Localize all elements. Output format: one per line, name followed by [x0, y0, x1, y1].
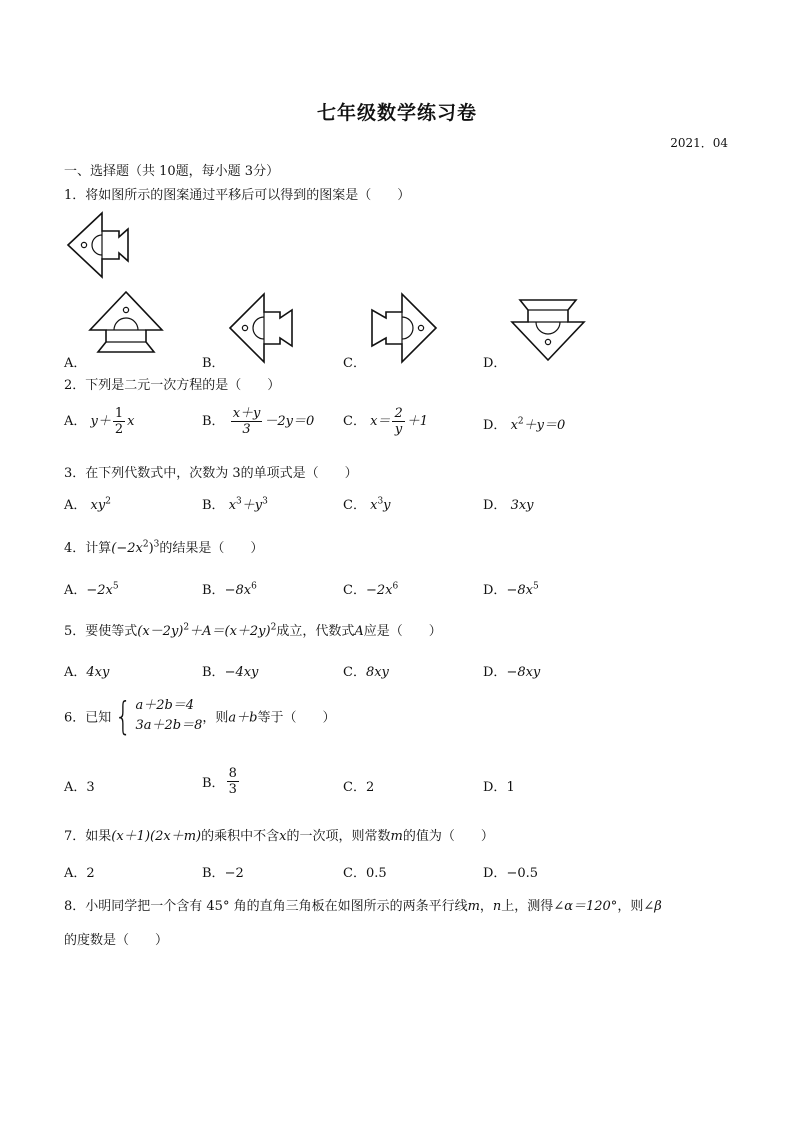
- question-8-line2: 的度数是（ ）: [64, 933, 169, 948]
- q2-c-den: y: [394, 422, 403, 437]
- q4-expr: (−2x: [111, 541, 143, 556]
- q5-pre: 5．要使等式: [64, 624, 138, 639]
- q5-c-val: 8xy: [365, 665, 389, 680]
- question-4: [64, 537, 263, 556]
- q6-pre: 6．已知: [64, 710, 112, 726]
- q5-d-val: −8xy: [506, 665, 541, 680]
- q2-option-d[interactable]: [483, 414, 565, 433]
- q3-option-d-label: D．: [483, 498, 507, 513]
- q4-b-exp: 6: [251, 581, 257, 592]
- q7-mid: 的乘积中不含: [201, 829, 280, 844]
- q2-option-d-label: D．: [483, 418, 507, 433]
- q4-option-b[interactable]: [202, 579, 257, 598]
- q5-var: A: [354, 624, 364, 639]
- q6-option-b[interactable]: [202, 766, 241, 797]
- q3-a-exp: 2: [105, 496, 111, 507]
- q7-option-a[interactable]: [64, 862, 95, 881]
- q6-d-val: 1: [506, 780, 515, 795]
- q4-inner-exp: 2: [142, 539, 149, 550]
- q6-option-a-label: A．: [64, 780, 87, 795]
- q6-system: [135, 696, 202, 736]
- fish-option-d: [510, 288, 590, 362]
- q7-option-d-label: D．: [483, 866, 507, 881]
- q7-d-val: −0.5: [506, 866, 539, 881]
- q1-option-b-label[interactable]: B．: [202, 356, 225, 371]
- q2-option-b-label: B．: [202, 414, 225, 429]
- fish-option-c: [368, 290, 438, 366]
- q2-b-den: 3: [242, 422, 251, 437]
- q3-a-base: xy: [90, 498, 106, 513]
- q3-b-x-exp: 3: [236, 496, 242, 507]
- q2-b-rhs: －2y＝0: [264, 414, 315, 429]
- q7-mid2: 的一次项，则常数: [286, 829, 391, 844]
- question-2: 2．下列是二元一次方程的是（ ）: [64, 378, 281, 393]
- q5-option-d[interactable]: [483, 661, 540, 680]
- q1-option-c-label[interactable]: C．: [343, 356, 366, 371]
- q5-post2: 应是（ ）: [363, 624, 442, 639]
- q8-line-m: m: [467, 899, 480, 914]
- question-7: [64, 825, 494, 844]
- q5-a-val: 4xy: [86, 665, 110, 680]
- q7-option-d[interactable]: [483, 862, 538, 881]
- q2-c-rhs: ＋1: [406, 414, 428, 429]
- q6-a-val: 3: [86, 780, 95, 795]
- q5-post1: 成立，代数式: [276, 624, 355, 639]
- q6-eq1: a＋2b＝4: [135, 698, 195, 713]
- q2-a-den: 2: [114, 422, 124, 437]
- q3-option-b-label: B．: [202, 498, 225, 513]
- q4-option-b-label: B．: [202, 583, 225, 598]
- q5-lhs-exp: 2: [183, 622, 190, 633]
- section-header: 一、选择题（共 10题，每小题 3分）: [64, 164, 280, 179]
- q2-option-c-label: C．: [343, 414, 366, 429]
- q8-alpha: ∠α＝120°: [553, 899, 618, 914]
- q5-option-c-label: C．: [343, 665, 366, 680]
- q6-b-num: 8: [228, 766, 237, 781]
- q1-option-d-label[interactable]: D．: [483, 356, 507, 371]
- question-1: 1．将如图所示的图案通过平移后可以得到的图案是（ ）: [64, 188, 411, 203]
- q6-b-fraction: [227, 766, 239, 797]
- q3-option-d[interactable]: [483, 494, 534, 513]
- q4-close: ): [148, 541, 154, 556]
- q8-mid: 上，测得: [501, 899, 554, 914]
- q8-beta: ∠β: [643, 899, 662, 914]
- q6-option-a[interactable]: [64, 776, 95, 795]
- q2-c-lhs: x＝: [370, 414, 391, 429]
- q2-b-num: x＋y: [232, 406, 261, 421]
- q4-post: 的结果是（ ）: [159, 541, 264, 556]
- q2-d-base: x: [510, 418, 518, 433]
- q3-c-x: x: [370, 498, 378, 513]
- q5-b-val: −4xy: [224, 665, 259, 680]
- q4-option-c-label: C．: [343, 583, 366, 598]
- q7-var1: x: [279, 829, 287, 844]
- q3-option-b[interactable]: [202, 494, 268, 513]
- q7-post: 的值为（ ）: [402, 829, 494, 844]
- q4-pre: 4．计算: [64, 541, 112, 556]
- q7-option-c[interactable]: [343, 862, 387, 881]
- q4-outer-exp: 3: [153, 539, 160, 550]
- q5-option-c[interactable]: [343, 661, 389, 680]
- q2-option-a-label: A．: [64, 414, 87, 429]
- q2-option-c[interactable]: [343, 406, 428, 437]
- q6-c-val: 2: [365, 780, 375, 795]
- q7-var2: m: [390, 829, 403, 844]
- exam-date: 2021．04: [670, 136, 728, 150]
- page-title: 七年级数学练习卷: [316, 102, 477, 124]
- q6-option-d-label: D．: [483, 780, 507, 795]
- q5-option-b-label: B．: [202, 665, 225, 680]
- q7-option-c-label: C．: [343, 866, 366, 881]
- q2-d-rest: ＋y＝0: [523, 418, 566, 433]
- fish-figure-original: [66, 207, 136, 281]
- q5-option-b[interactable]: [202, 661, 258, 680]
- q2-d-exp: 2: [517, 416, 524, 427]
- question-5: [64, 620, 442, 639]
- q3-c-exp: 3: [377, 496, 384, 507]
- q4-option-d[interactable]: [483, 579, 539, 598]
- q6-eq2: 3a＋2b＝8: [135, 718, 203, 733]
- q4-a-val: −2x: [86, 583, 113, 598]
- q7-option-a-label: A．: [64, 866, 87, 881]
- q6-option-c[interactable]: [343, 776, 374, 795]
- q7-pre: 7．如果: [64, 829, 112, 844]
- question-3: 3．在下列代数式中，次数为 3的单项式是（ ）: [64, 466, 358, 481]
- q3-b-x: x: [228, 498, 237, 513]
- q4-c-val: −2x: [365, 583, 393, 598]
- q2-c-num: 2: [394, 406, 403, 421]
- q3-option-c-label: C．: [343, 498, 366, 513]
- q1-option-a-label[interactable]: A．: [64, 356, 87, 371]
- q7-option-b[interactable]: [202, 862, 244, 881]
- q4-option-c[interactable]: [343, 579, 398, 598]
- q3-b-plus: ＋y: [241, 498, 263, 513]
- left-brace-icon: {: [114, 694, 132, 738]
- q6-post1: ，则: [202, 710, 229, 726]
- q5-mid: ＋A＝(x＋2y): [189, 624, 271, 639]
- q3-b-y-exp: 3: [262, 496, 268, 507]
- q8-pre: 8．小明同学把一个含有 45° 角的直角三角板在如图所示的两条平行线: [64, 899, 468, 914]
- fish-option-b: [228, 290, 298, 366]
- q3-d-value: 3xy: [510, 498, 534, 513]
- q7-b-val: −2: [224, 866, 244, 881]
- q7-c-val: 0.5: [365, 866, 387, 881]
- q2-c-fraction: [392, 406, 404, 437]
- q4-c-exp: 6: [392, 581, 399, 592]
- q6-post2: 等于（ ）: [257, 710, 336, 726]
- q2-a-lhs: y＋: [90, 414, 111, 429]
- q6-b-den: 3: [228, 782, 237, 797]
- q3-c-y: y: [383, 498, 391, 513]
- question-8: [64, 895, 662, 914]
- question-6: [64, 696, 335, 736]
- q5-lhs: (x－2y): [137, 624, 184, 639]
- q4-d-exp: 5: [532, 581, 539, 592]
- q4-b-val: −8x: [224, 583, 252, 598]
- q8-line-n: n: [492, 899, 502, 914]
- q2-a-rhs: x: [127, 414, 135, 429]
- q6-expr: a＋b: [228, 710, 258, 726]
- q5-option-d-label: D．: [483, 665, 507, 680]
- q5-rhs-exp: 2: [270, 622, 277, 633]
- q6-option-b-label: B．: [202, 776, 225, 791]
- q3-option-a[interactable]: [64, 494, 111, 513]
- q4-option-a[interactable]: [64, 579, 119, 598]
- q4-option-a-label: A．: [64, 583, 87, 598]
- fish-option-a: [88, 290, 168, 364]
- q6-option-d[interactable]: [483, 776, 515, 795]
- q3-option-c[interactable]: [343, 494, 391, 513]
- q5-option-a[interactable]: [64, 661, 109, 680]
- q7-a-val: 2: [86, 866, 95, 881]
- q4-a-exp: 5: [112, 581, 119, 592]
- q3-option-a-label: A．: [64, 498, 87, 513]
- q2-option-b[interactable]: [202, 406, 314, 437]
- q7-expr: (x＋1)(2x＋m): [111, 829, 202, 844]
- q4-d-val: −8x: [506, 583, 533, 598]
- q5-option-a-label: A．: [64, 665, 87, 680]
- q2-a-fraction: [113, 406, 125, 437]
- q8-post: ，则: [617, 899, 644, 914]
- q2-b-fraction: [231, 406, 263, 437]
- q2-a-num: 1: [114, 406, 124, 421]
- q8-sep: ，: [479, 899, 493, 914]
- q7-option-b-label: B．: [202, 866, 225, 881]
- q6-option-c-label: C．: [343, 780, 366, 795]
- q2-option-a[interactable]: [64, 406, 135, 437]
- q4-option-d-label: D．: [483, 583, 507, 598]
